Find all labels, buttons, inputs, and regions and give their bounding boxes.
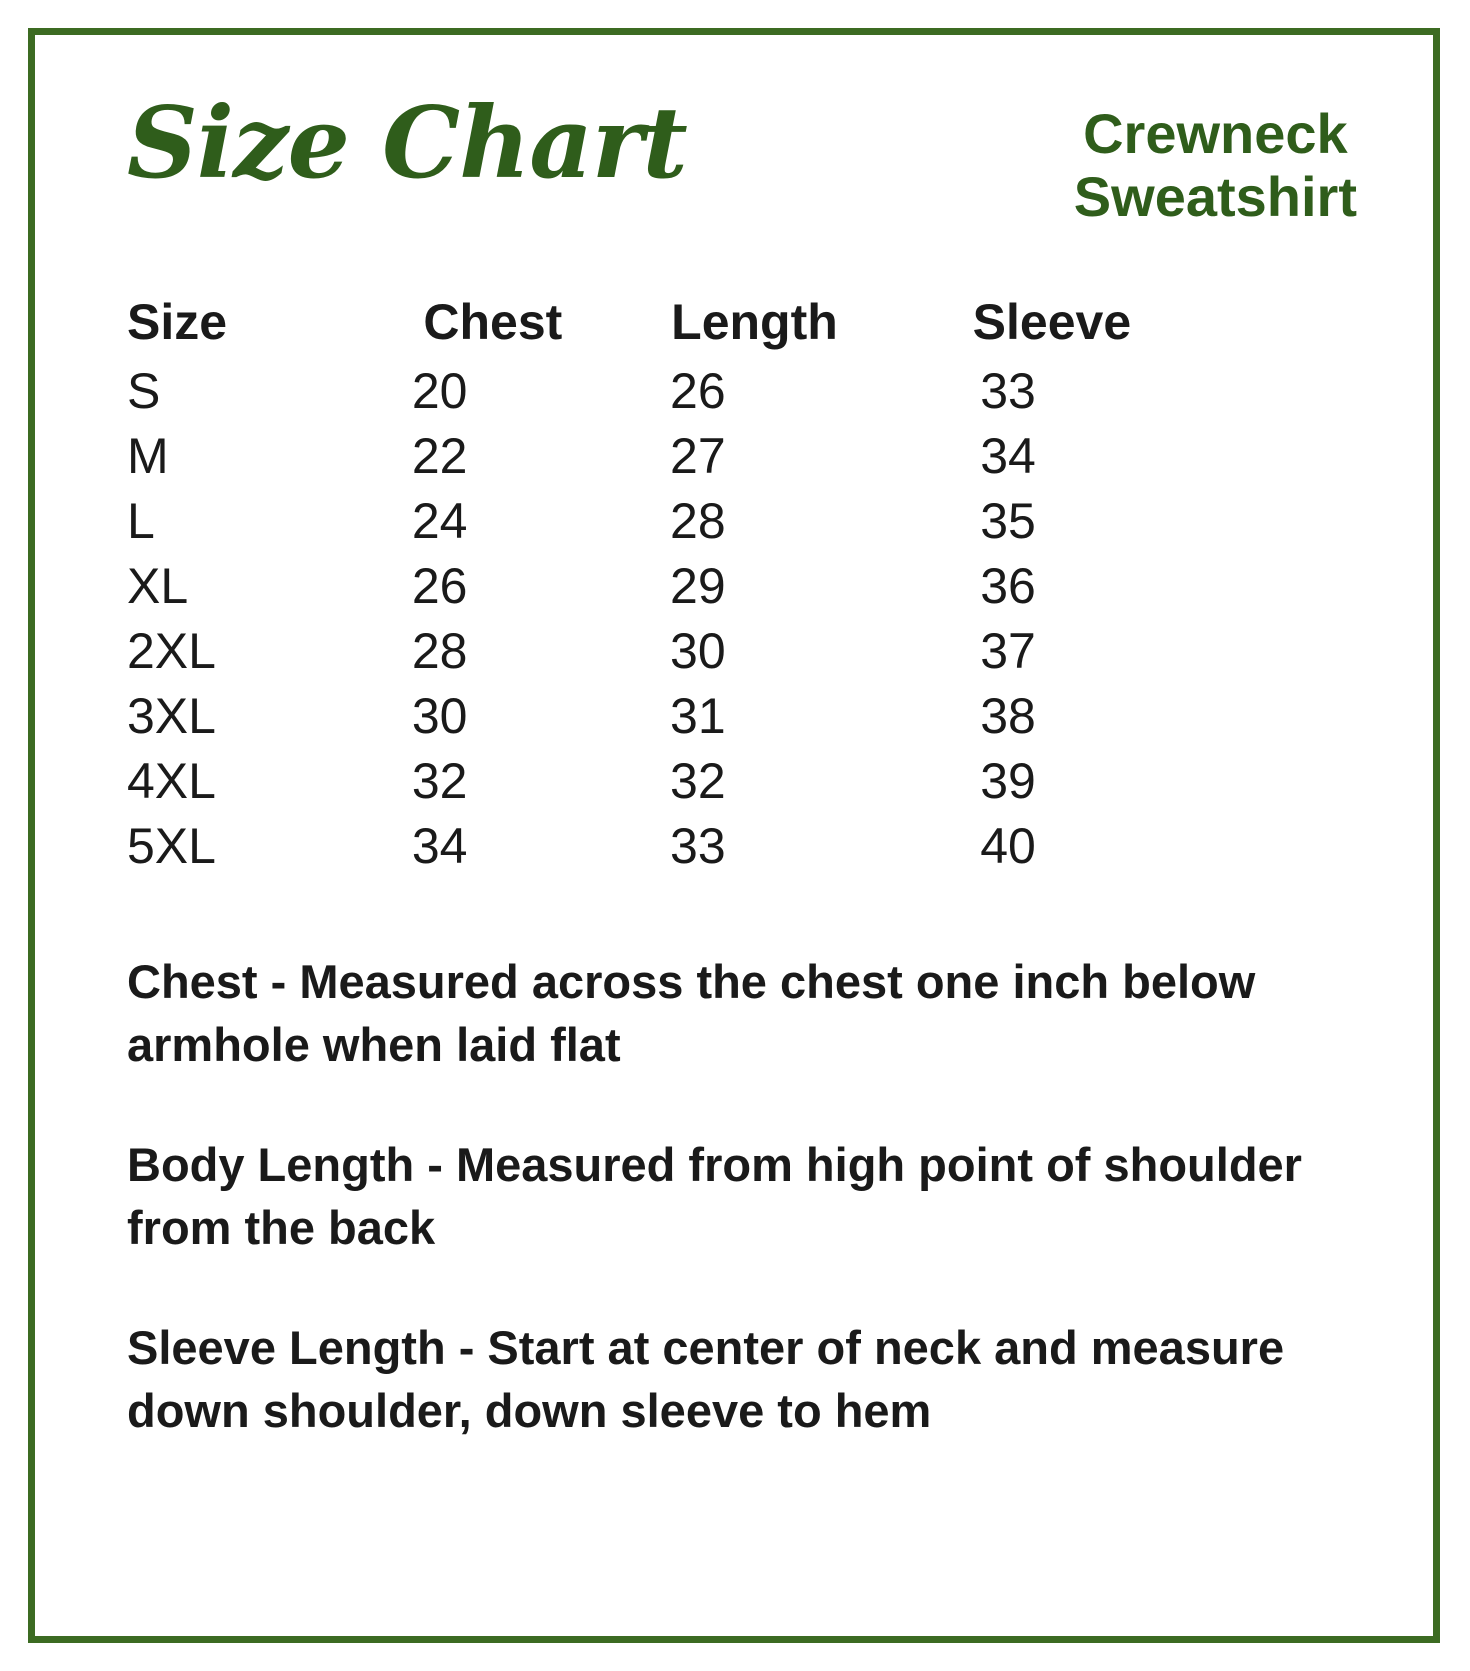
- cell-size: M: [127, 428, 169, 485]
- table-row: [127, 359, 1167, 424]
- cell-sleeve: 36: [980, 558, 1036, 615]
- cell-size: 3XL: [127, 688, 216, 745]
- cell-size: L: [127, 493, 155, 550]
- table-row: [127, 814, 1167, 879]
- cell-length: 28: [670, 493, 726, 550]
- table-row: [127, 554, 1167, 619]
- table-row: [127, 424, 1167, 489]
- note-chest: Chest - Measured across the chest one inch below armhole when laid flat: [127, 955, 1256, 1071]
- cell-chest: 28: [411, 623, 468, 680]
- product-name: [1074, 103, 1363, 228]
- table-row: [127, 684, 1167, 749]
- column-header-length: Length: [671, 294, 838, 351]
- cell-sleeve: 33: [980, 363, 1036, 420]
- column-header-sleeve: Sleeve: [972, 294, 1132, 351]
- cell-sleeve: 40: [980, 818, 1036, 875]
- column-header-chest: Chest: [423, 294, 563, 351]
- note-sleeve-length: Sleeve Length - Start at center of neck and measure down shoulder, down sleeve to hem: [127, 1321, 1285, 1437]
- table-row: [127, 619, 1167, 684]
- page-title: Size Chart: [127, 86, 687, 201]
- cell-chest: 22: [411, 428, 468, 485]
- cell-size: S: [127, 363, 161, 420]
- cell-sleeve: 34: [980, 428, 1036, 485]
- cell-chest: 24: [411, 493, 468, 550]
- green-border-frame: [28, 28, 1440, 1643]
- cell-sleeve: 35: [980, 493, 1036, 550]
- cell-size: 2XL: [127, 623, 216, 680]
- cell-length: 29: [670, 558, 726, 615]
- product-name-line1: Crewneck: [1083, 102, 1348, 165]
- cell-length: 31: [670, 688, 726, 745]
- cell-chest: 30: [411, 688, 468, 745]
- cell-chest: 20: [411, 363, 468, 420]
- cell-length: 26: [670, 363, 726, 420]
- size-table: [127, 290, 1167, 879]
- cell-length: 27: [670, 428, 726, 485]
- cell-size: XL: [127, 558, 189, 615]
- measurement-notes: [127, 951, 1307, 1442]
- cell-size: 5XL: [127, 818, 216, 875]
- note-body-length: Body Length - Measured from high point of shoulder from the back: [127, 1138, 1302, 1254]
- cell-length: 32: [670, 753, 726, 810]
- cell-size: 4XL: [127, 753, 216, 810]
- table-row: [127, 489, 1167, 554]
- table-header-row: [127, 290, 1167, 359]
- cell-sleeve: 38: [980, 688, 1036, 745]
- cell-length: 33: [670, 818, 726, 875]
- cell-sleeve: 39: [980, 753, 1036, 810]
- cell-chest: 26: [411, 558, 468, 615]
- column-header-size: Size: [127, 294, 228, 351]
- header: [127, 86, 1363, 228]
- chart-content: [35, 35, 1433, 1636]
- product-name-line2: Sweatshirt: [1073, 164, 1357, 228]
- cell-chest: 32: [411, 753, 468, 810]
- cell-sleeve: 37: [980, 623, 1036, 680]
- table-row: [127, 749, 1167, 814]
- cell-chest: 34: [411, 818, 468, 875]
- cell-length: 30: [670, 623, 726, 680]
